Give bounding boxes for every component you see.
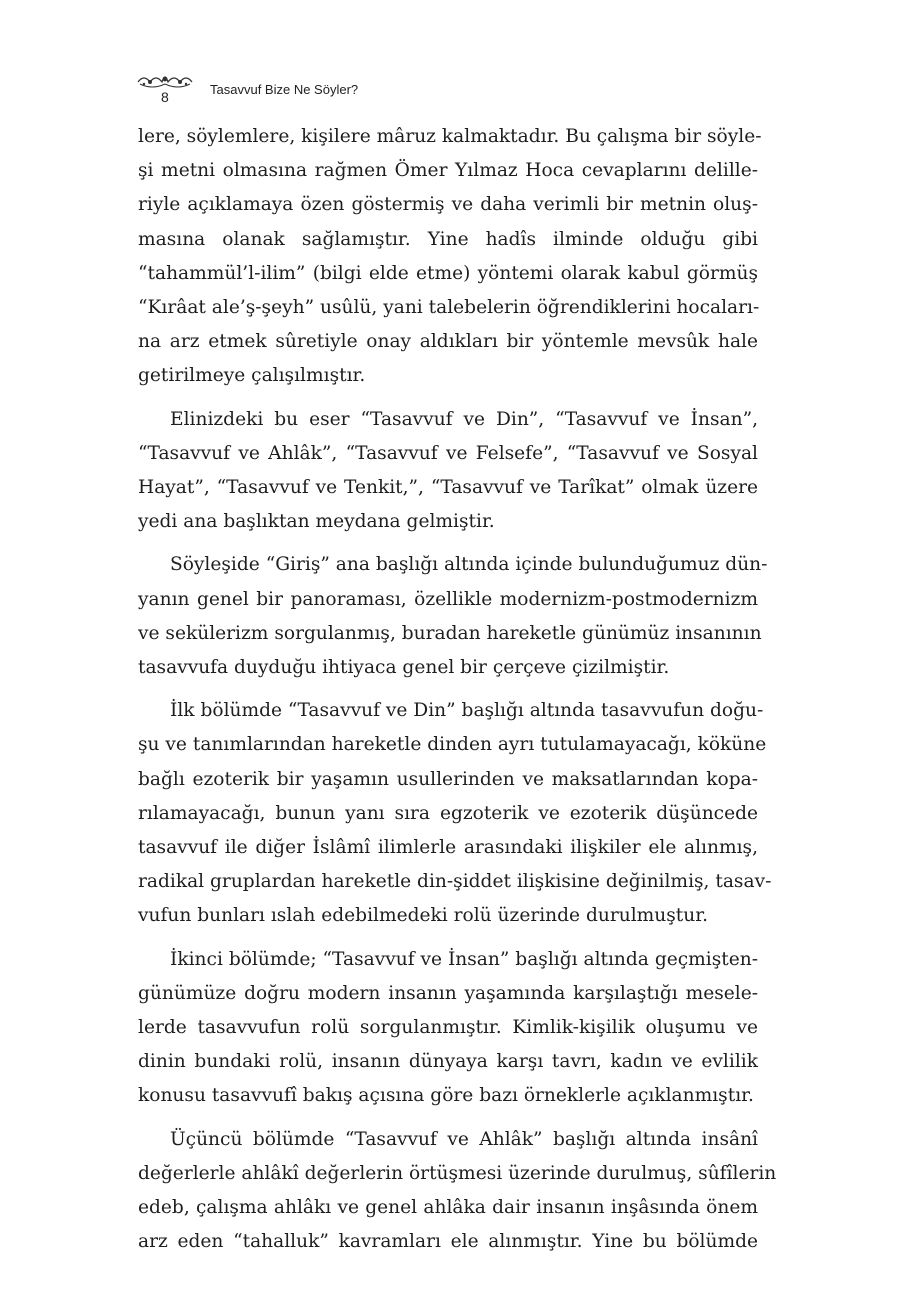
text-line: yedi ana başlıktan meydana gelmiştir. [138,511,495,533]
text-line: günümüze doğru modern insanın yaşamında karşılaştığı mesele- [138,982,758,1004]
text-line: lerde tasavvufun rolü sorgulanmıştır. Kimlik-kişilik oluşumu ve [138,1017,758,1039]
paragraph [138,120,762,394]
text-line: vufun bunları ıslah edebilmedeki rolü üzerinde durulmuştur. [138,905,708,927]
text-line: Söyleşide “Giriş” ana başlığı altında içinde bulunduğumuz dün- [170,554,768,576]
paragraph [138,548,768,685]
text-line: radikal gruplardan hareketle din-şiddet ilişkisine değinilmiş, tasav- [138,871,772,893]
text-line: edeb, çalışma ahlâkı ve genel ahlâka dair insanın inşâsında önem [138,1197,758,1219]
text-line: getirilmeye çalışılmıştır. [138,365,366,387]
text-line: Üçüncü bölümde “Tasavvuf ve Ahlâk” başlığı altında insânî [170,1128,758,1150]
page-number: 8 [161,89,169,105]
text-line: konusu tasavvufî bakış açısına göre bazı örneklerle açıklanmıştır. [138,1085,754,1107]
paragraph [138,943,758,1114]
text-line: Hayat”, “Tasavvuf ve Tenkit,”, “Tasavvuf ve Tarîkat” olmak üzere [138,477,758,499]
text-line: şu ve tanımlarından hareketle dinden ayrı tutulamayacağı, kökünе [138,734,767,756]
text-line: değerlerle ahlâkî değerlerin örtüşmesi üzerinde durulmuş, sûfîlerin [138,1162,777,1184]
text-line: masına olanak sağlamıştır. Yine hadîs ilminde olduğu gibi [138,228,758,250]
body-text [138,120,777,1269]
paragraph [138,1123,777,1260]
text-line: dinin bundaki rolü, insanın dünyaya karşı tavrı, kadın ve evlilik [138,1051,758,1073]
paragraph [138,694,772,933]
running-title: Tasavvuf Bize Ne Söyler? [210,82,359,97]
text-line: lere, söylemlere, kişilere mâruz kalmaktadır. Bu çalışma bir söyle- [138,126,762,147]
text-line: na arz etmek sûretiyle onay aldıkları bir yöntemle mevsûk hale [138,331,758,353]
text-line: “Kırâat ale’ş-şeyh” usûlü, yani talebelerin öğrendiklerini hocaları- [138,297,760,319]
text-line: İlk bölümde “Tasavvuf ve Din” başlığı altında tasavvufun doğu- [170,700,764,722]
text-line: “Tasavvuf ve Ahlâk”, “Tasavvuf ve Felsefe”, “Tasavvuf ve Sosyal [138,442,758,464]
text-line: riyle açıklamaya özen göstermiş ve daha verimli bir metnin oluş- [138,194,758,216]
text-line: “tahammül’l-ilim” (bilgi elde etme) yöntemi olarak kabul görmüş [138,262,758,284]
text-line: şi metni olmasına rağmen Ömer Yılmaz Hoca cevaplarını delille- [138,160,758,182]
page-header [136,70,496,110]
text-line: ve sekülerizm sorgulanmış, buradan hareketle günümüz insanının [138,622,762,644]
text-line: yanın genel bir panoraması, özellikle modernizm-postmodernizm [138,588,758,610]
text-line: bağlı ezoterik bir yaşamın usullerinden ve maksatlarından kopa- [138,768,758,790]
paragraph [138,403,758,540]
text-line: tasavvuf ile diğer İslâmî ilimlerle arasındaki ilişkiler ele alınmış, [138,837,758,859]
text-line: tasavvufa duyduğu ihtiyaca genel bir çerçeve çizilmiştir. [138,657,670,679]
text-line: rılamayacağı, bunun yanı sıra egzoterik ve ezoterik düşüncede [138,802,758,824]
text-line: İkinci bölümde; “Tasavvuf ve İnsan” başlığı altında geçmişten- [170,948,758,970]
text-line: arz eden “tahalluk” kavramları ele alınmıştır. Yine bu bölümde [138,1231,758,1253]
text-line: Elinizdeki bu eser “Tasavvuf ve Din”, “Tasavvuf ve İnsan”, [170,408,758,430]
